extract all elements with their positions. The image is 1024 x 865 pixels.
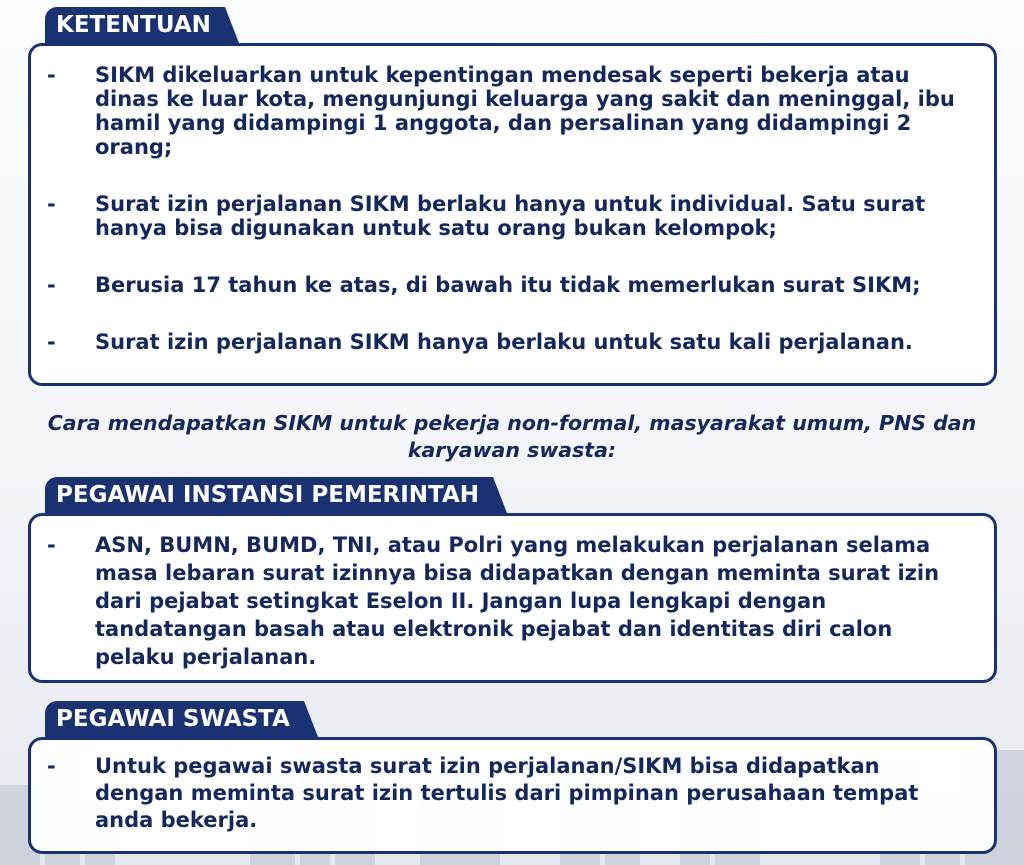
bullet-dash: - [47, 273, 56, 297]
bullet-dash: - [47, 754, 56, 778]
list-item [47, 330, 972, 354]
list-item-text: Surat izin perjalanan SIKM berlaku hanya untuk individual. Satu surat hanya bisa digunakan untuk satu orang bukan kelompok; [95, 192, 926, 240]
swasta-list [31, 740, 994, 834]
list-item [47, 63, 972, 159]
swasta-section [28, 701, 997, 854]
bullet-dash: - [47, 330, 56, 354]
list-item-text: Surat izin perjalanan SIKM hanya berlaku untuk satu kali perjalanan. [95, 330, 913, 354]
pemerintah-label: PEGAWAI INSTANSI PEMERINTAH [45, 477, 493, 513]
list-item [47, 753, 972, 834]
pemerintah-section [28, 477, 997, 683]
bullet-dash: - [47, 192, 56, 216]
swasta-label: PEGAWAI SWASTA [45, 701, 304, 737]
pemerintah-list [31, 516, 994, 671]
list-item [47, 192, 972, 240]
list-item-text: Berusia 17 tahun ke atas, di bawah itu tidak memerlukan surat SIKM; [95, 273, 921, 297]
list-item-text: Untuk pegawai swasta surat izin perjalanan/SIKM bisa didapatkan dengan meminta surat izin tertulis dari pimpinan perusahaan tempat anda bekerja. [95, 754, 919, 832]
ketentuan-label: KETENTUAN [45, 7, 225, 43]
list-item-text: ASN, BUMN, BUMD, TNI, atau Polri yang melakukan perjalanan selama masa lebaran surat izinnya bisa didapatkan dengan meminta surat izin dari pejabat setingkat Eselon II. Jangan lupa lengkapi dengan tandatangan basah atau elektronik pejabat dan identitas diri calon pelaku perjalanan. [95, 533, 940, 669]
bullet-dash: - [47, 533, 56, 557]
bullet-dash: - [47, 63, 56, 87]
ketentuan-box [28, 43, 997, 386]
list-item-text: SIKM dikeluarkan untuk kepentingan mendesak seperti bekerja atau dinas ke luar kota, mengunjungi keluarga yang sakit dan meninggal, ibu hamil yang didampingi 1 anggota, dan persalinan yang didampingi 2 orang; [95, 63, 955, 159]
pemerintah-box [28, 513, 997, 683]
cara-heading: Cara mendapatkan SIKM untuk pekerja non-formal, masyarakat umum, PNS dan karyawan swasta: [47, 411, 977, 462]
list-item [47, 531, 972, 671]
list-item [47, 273, 972, 297]
ketentuan-section [28, 7, 997, 386]
ketentuan-list [31, 46, 994, 354]
swasta-box [28, 737, 997, 854]
